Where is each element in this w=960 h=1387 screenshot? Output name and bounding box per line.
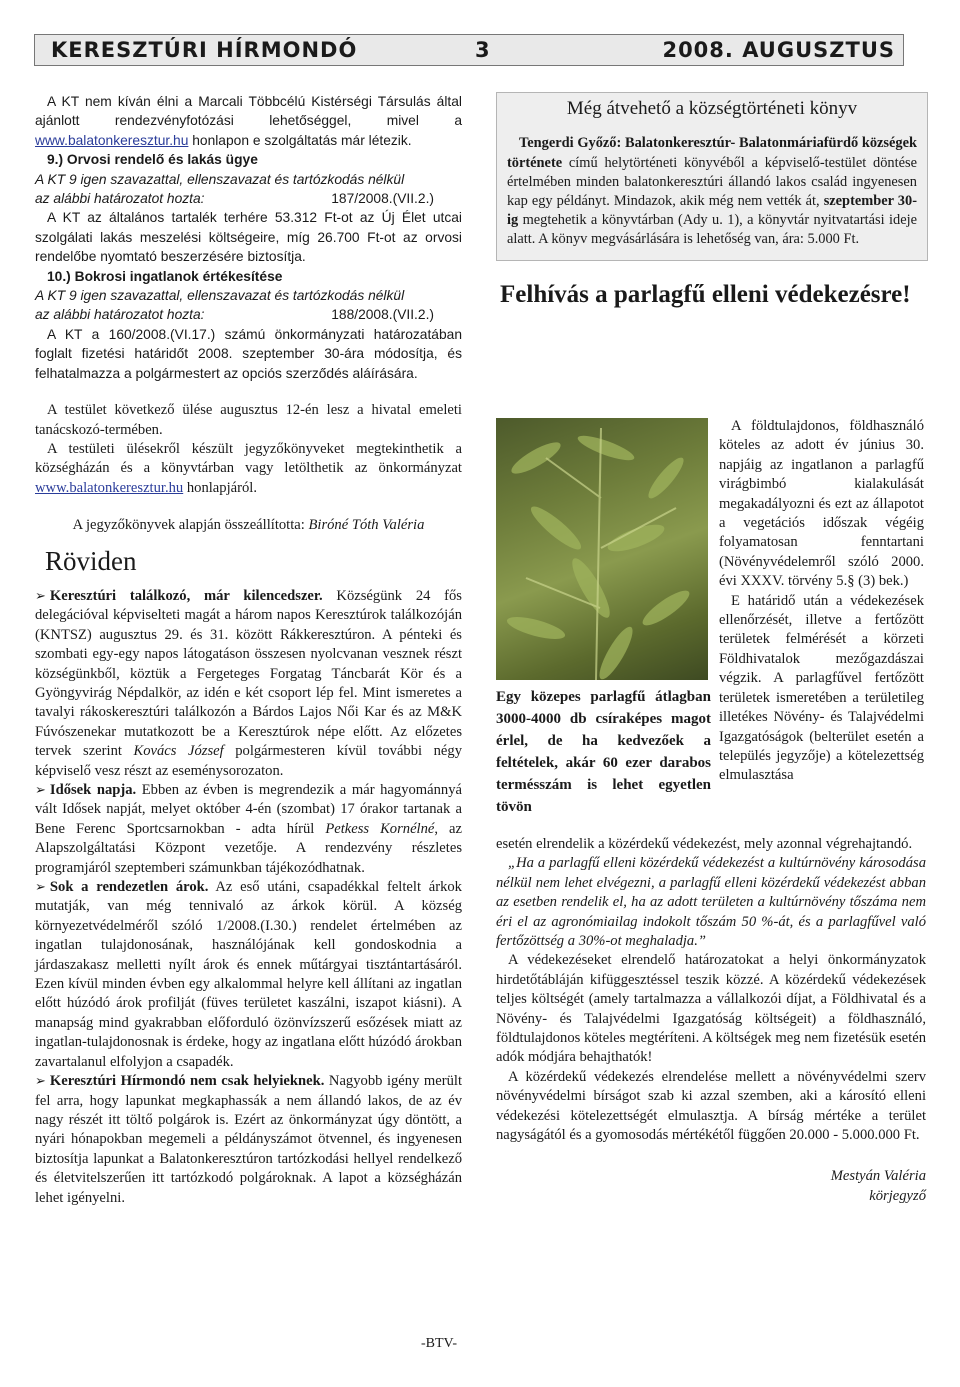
arrow-bullet-icon: ➢ (35, 588, 46, 604)
section-9-body: A KT az általános tartalék terhére 53.312 Ft-ot az Új Élet utcai szolgálati lakás meszelési költségeire, míg 26.700 Ft-ot az orvosi rendelőbe nyomtató beszerzésére biztosítja. (35, 210, 462, 265)
minutes-info: A testületi ülésekről készült jegyzőkönyveket megtekinthetik a községházán és a könyvtárban vagy letölthetik az önkormányzat www.balatonkeresztur.hu honlapjáról. (35, 440, 462, 496)
section-10-vote: A KT 9 igen szavazattal, ellenszavazat és tartózkodás nélkül (35, 288, 405, 304)
page-number: 3 (475, 38, 491, 62)
footer-credit: -BTV- (421, 1336, 458, 1351)
signature-title: körjegyző (869, 1187, 926, 1204)
legal-quote: „Ha a parlagfű elleni közérdekű védekezést a kultúrnövény károsodása nélkül nem lehet elvégezni, a parlagfű elleni közérdekű védekezést abban az esetben rendelik el, ha az adott területen a kultúrnövény tőszáma nem éri el az agronómiailag indokolt tőszám 50 %-át, és a parlagfűvel való fertőzöttség a 30%-ot meghaladja.” (496, 855, 926, 950)
ragweed-text-lower (496, 835, 926, 1206)
section-10-heading: 10.) Bokrosi ingatlanok értékesítése (47, 268, 283, 284)
news-item-meeting: ➢ Keresztúri találkozó, már kilencedszer. Községünk 24 fős delegációval képviselteti magát a három napos Keresztúrok találkozóján (KNTSZ) augusztus 29. és 31. között Rákkeresztúron. A pénteki és szombati egy-egy napos látogatáson összesen nyolcvanan vesznek részt községünkből, köztük a Fergeteges Forgatag Táncbarát Kör és a Gyöngyvirág Népdalkör, az idén e két csoport lép fel. Mint ismeretes a tavalyi rákoskeresztúri találkozón a Bárdos Lajos Női Kar és az M&K Fúvószenekar mutatkozott be a Keresztúrok népe előtt. Az előzetes tervek szerint Kovács József polgármesteren kívül további négy képviselő vesz részt az eseménysorozaton. (35, 587, 462, 779)
arrow-bullet-icon: ➢ (35, 1074, 46, 1090)
arrow-bullet-icon: ➢ (35, 880, 46, 896)
section-9-heading: 9.) Orvosi rendelő és lakás ügye (47, 152, 258, 168)
ragweed-heading: Felhívás a parlagfű elleni védekezésre! (500, 280, 911, 308)
website-link[interactable]: www.balatonkeresztur.hu (35, 479, 184, 496)
resolution-number: 188/2008.(VII.2.) (331, 307, 434, 323)
ragweed-paragraph-5: A közérdekű védekezés elrendelése mellett a növényvédelmi szerv növényvédelmi bírságot szab ki azzal szemben, aki a károsító elleni védekezési kötelezettségét elmulasztja. A bírság mértéke a terület nagyságától és a gyomosodás mértékétől függően 20.000 - 5.000.000 Ft. (496, 1068, 926, 1144)
signature-name: Mestyán Valéria (830, 1167, 926, 1184)
roviden-heading: Röviden (45, 545, 137, 576)
book-notice-title: Még átvehető a községtörténeti könyv (566, 98, 858, 119)
compiled-by: A jegyzőkönyvek alapján összeállította: Biróné Tóth Valéria (72, 517, 425, 534)
signature (496, 1166, 926, 1206)
book-notice-body: Tengerdi Győző: Balatonkeresztúr- Balatonmáriafürdő községek története című helytörténeti könyvéből a képviselő-testület döntése értelmében minden balatonkeresztúri állandó lakos család ingyenesen kap egy példányt. Mindazok, akik még nem vették át, szeptember 30-ig megtehetik a könyvtárban (Ady u. 1), a könyvtár nyitvatartási ideje alatt. A könyv megvásárlására is lehetőség van, ára: 5.000 Ft. (507, 135, 917, 248)
news-item-newspaper: ➢ Keresztúri Hírmondó nem csak helyieknek. Nagyobb igény merült fel arra, hogy lapunkat megkaphassák a nem állandó lakos, de az év nagy részét itt töltő polgárok is. Ezért az önkormányzat úgy döntött, a nyári hónapokban megemeli a példányszámot ötvennel, és ingyenesen biztosítja lapunkat a Balatonkeresztúron tartózkodási hellyel rendelkező és életvitelszerűen itt tartózkodó polgároknak. A lapot a községházán lehet igényelni. (35, 1073, 462, 1206)
masthead (34, 34, 904, 66)
section-10-resolution: az alábbi határozatot hozta: 188/2008.(VII.2.) (35, 305, 462, 324)
issue-date: 2008. AUGUSZTUS (662, 38, 895, 62)
right-column (496, 92, 926, 325)
ragweed-text-beside-photo (719, 417, 924, 786)
next-meeting: A testület következő ülése augusztus 12-én lesz a hivatal emeleti tanácskozó-termében. (35, 402, 462, 438)
news-item-ditches: ➢ Sok a rendezetlen árok. Az eső utáni, csapadékkal feltelt árkok mutatják, van még tennivaló az árkok körül. A község környezetvédelméről szóló 1/2008.(I.30.) rendelet értelmében az ingatlan tulajdonosának, használójának kell gondoskodnia a járdaszakasz melletti nyílt árok és ennek műtárgyai tisztántartásáról. Ezen kívül minden évben egy alkalommal helyre kell állítani az ingatlan előtt húzódó árok profilját (füves területet kaszálni, iszapot kiásni). A manapság mind gyakrabban előforduló özönvízszerű esőzések miatt az ingatlan-tulajdonosnak is érdeke, hogy az ingatlana előtt húzódó árokban zavartalanul elfolyjon a csapadék. (35, 879, 462, 1070)
news-item-elderly-day: ➢ Idősek napja. Ebben az évben is megrendezik a már hagyománnyá vált Idősek napját, melyet október 4-én (szombat) 17 órakor tartanak a Bene Ferenc Sportcsarnokban - adta hírül Petkess Kornélné, az Alapszolgáltatási Központ vezetője. A rendezvény részletes programjáról szeptemberi számunkban tájékozódhatnak. (35, 782, 462, 876)
book-notice-box (496, 92, 928, 261)
ragweed-paragraph-1: A földtulajdonos, földhasználó köteles az adott év június 30. napjáig az ingatlanon a parlagfű virágbimbó kialakulását megakadályozni és ezt az állapotot a vegetációs időszak végéig folyamatosan fenntartani (Növényvédelemről szóló 2000. évi XXXV. törvény 5.§ (3) bek.) (719, 418, 924, 590)
ragweed-photo (496, 418, 708, 680)
section-10-body: A KT a 160/2008.(VI.17.) számú önkormányzati határozatában foglalt fizetési határidőt 2008. szeptember 30-ára módosítja, és felhatalmazza a polgármestert az opciós szerződés aláírására. (35, 326, 462, 381)
website-link[interactable]: www.balatonkeresztur.hu (35, 132, 189, 148)
section-9-vote: A KT 9 igen szavazattal, ellenszavazat és tartózkodás nélkül (35, 171, 405, 187)
compiler-name: Biróné Tóth Valéria (308, 517, 425, 534)
paragraph-photo: A KT nem kíván élni a Marcali Többcélú Kistérségi Társulás által ajánlott rendezvényfotózási lehetőséggel, mivel a www.balatonkeresztur.hu honlapon e szolgáltatás már létezik. (35, 94, 462, 148)
left-column (35, 92, 462, 1208)
ragweed-paragraph-3: esetén elrendelik a közérdekű védekezést, mely azonnal végrehajtandó. (496, 836, 913, 852)
photo-caption: Egy közepes parlagfű átlagban 3000-4000 db csíraképes magot érlel, de ha kedvezőek a feltételek, akár 60 ezer darabos termésszám is lehet egyetlen tövön (496, 689, 711, 815)
resolution-number: 187/2008.(VII.2.) (331, 191, 434, 207)
ragweed-paragraph-2: E határidő után a védekezések ellenőrzését, illetve a fertőzött területek felmérését a körzeti Földhivatalok mezőgazdászai végzik. A parlagfűvel fertőzött területek ismeretében a területileg illetékes Növény- és Talajvédelmi Igazgatóságok (belterület esetén a település jegyzője) a kötelezettség elmulasztása (719, 592, 924, 784)
arrow-bullet-icon: ➢ (35, 783, 46, 798)
ragweed-paragraph-4: A védekezéseket elrendelő határozatokat a helyi önkormányzatok hirdetőtábláján kifüggesztéssel teszik közzé. A közérdekű védekezések teljes költségét (amely tartalmazza a vállalkozói díjat, a Földhivatal és a Növény- és Talajvédelmi Igazgatóság költségeit) a földhasználó, földtulajdonos köteles megtéríteni. A költségek meg nem fizetésük esetén adók módjára behajthatók! (496, 952, 926, 1066)
newspaper-title: KERESZTÚRI HÍRMONDÓ (51, 38, 358, 62)
section-9-resolution: az alábbi határozatot hozta: 187/2008.(VII.2.) (35, 189, 462, 208)
